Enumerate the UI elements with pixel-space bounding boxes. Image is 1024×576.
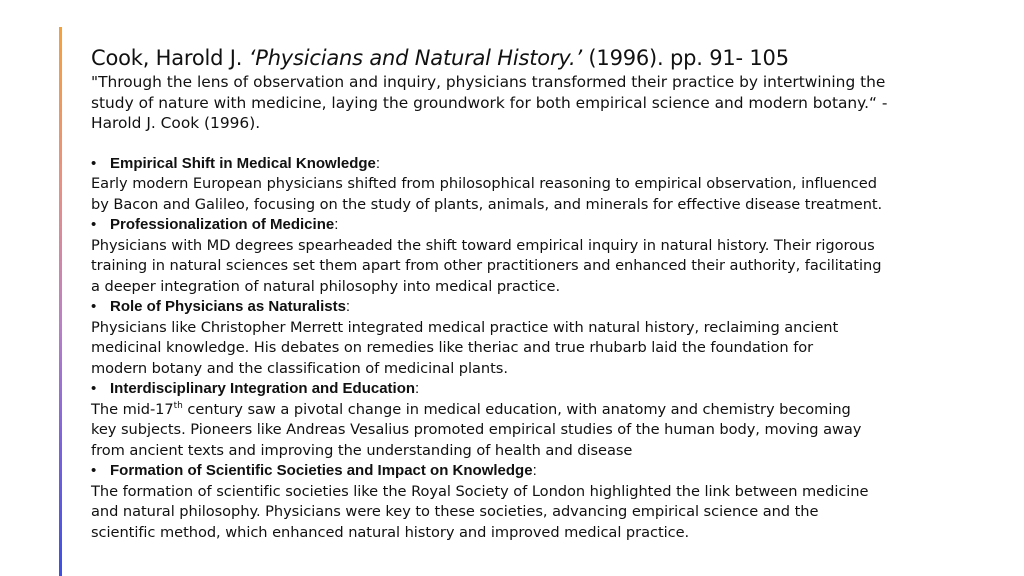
bullet-icon: • <box>91 380 97 397</box>
section-body-line: from ancient texts and improving the understanding of health and disease <box>91 441 633 459</box>
section-body-line: Physicians like Christopher Merrett integrated medical practice with natural history, reclaiming ancient <box>91 318 839 336</box>
section-heading: Professionalization of Medicine <box>110 216 335 233</box>
section-professionalization <box>91 215 991 297</box>
heading-colon: : <box>334 216 339 233</box>
section-scientific-societies <box>91 461 991 543</box>
citation-heading <box>91 44 991 72</box>
heading-colon: : <box>415 380 420 397</box>
section-body-line: a deeper integration of natural philosophy into medical practice. <box>91 277 561 295</box>
heading-colon: : <box>532 462 537 479</box>
bullet-icon: • <box>91 154 97 172</box>
section-body-line: Physicians with MD degrees spearheaded the shift toward empirical inquiry in natural history. Their rigorous <box>91 236 875 254</box>
section-empirical-shift <box>91 154 991 216</box>
citation-author: Cook, Harold J. <box>91 46 249 70</box>
superscript-ordinal: th <box>173 400 183 411</box>
bullet-heading <box>91 297 991 318</box>
section-body-line: training in natural sciences set them apart from other practitioners and enhanced their authority, facilitating <box>91 257 882 274</box>
bullet-heading <box>91 461 991 482</box>
heading-colon: : <box>375 154 381 172</box>
line-text: century saw a pivotal change in medical education, with anatomy and chemistry becoming <box>182 400 851 418</box>
section-body-line <box>91 400 991 421</box>
bullet-heading <box>91 379 991 400</box>
citation-title: ‘Physicians and Natural History.’ <box>248 46 582 70</box>
bullet-heading <box>91 215 991 236</box>
bullet-icon: • <box>91 298 97 315</box>
section-body-line: modern botany and the classification of medicinal plants. <box>91 359 508 377</box>
section-body-line: The formation of scientific societies like the Royal Society of London highlighted the link between medicine <box>91 482 869 500</box>
section-body-line: scientific method, which enhanced natural history and improved medical practice. <box>91 523 690 541</box>
line-text: The mid-17 <box>91 400 174 418</box>
section-heading: Empirical Shift in Medical Knowledge <box>110 154 376 172</box>
quote-text: "Through the lens of observation and inquiry, physicians transformed their practice by intertwining the study of nature with medicine, laying the groundwork for both empirical science and modern botany.“ - Harold J. Cook (1996). <box>91 73 888 132</box>
section-body-line: Early modern European physicians shifted from philosophical reasoning to empirical observation, influenced <box>91 175 877 192</box>
section-interdisciplinary <box>91 379 991 461</box>
section-heading: Role of Physicians as Naturalists <box>110 298 346 315</box>
section-physicians-naturalists <box>91 297 991 379</box>
section-heading: Interdisciplinary Integration and Education <box>110 380 416 397</box>
section-body-line: and natural philosophy. Physicians were key to these societies, advancing empirical science and the <box>91 503 819 520</box>
bullet-heading <box>91 154 991 175</box>
section-heading: Formation of Scientific Societies and Impact on Knowledge <box>110 462 533 479</box>
bullet-icon: • <box>91 216 97 233</box>
section-body-line: by Bacon and Galileo, focusing on the study of plants, animals, and minerals for effective disease treatment. <box>91 195 883 213</box>
heading-colon: : <box>345 298 351 315</box>
bullet-icon: • <box>91 462 97 479</box>
section-body-line: medicinal knowledge. His debates on remedies like theriac and true rhubarb laid the foundation for <box>91 339 814 356</box>
section-body-line: key subjects. Pioneers like Andreas Vesalius promoted empirical studies of the human body, moving away <box>91 421 862 438</box>
sections-list <box>91 154 991 544</box>
citation-details: (1996). pp. 91- 105 <box>581 46 789 70</box>
slide-content <box>91 44 991 543</box>
gradient-accent-bar <box>59 27 62 576</box>
